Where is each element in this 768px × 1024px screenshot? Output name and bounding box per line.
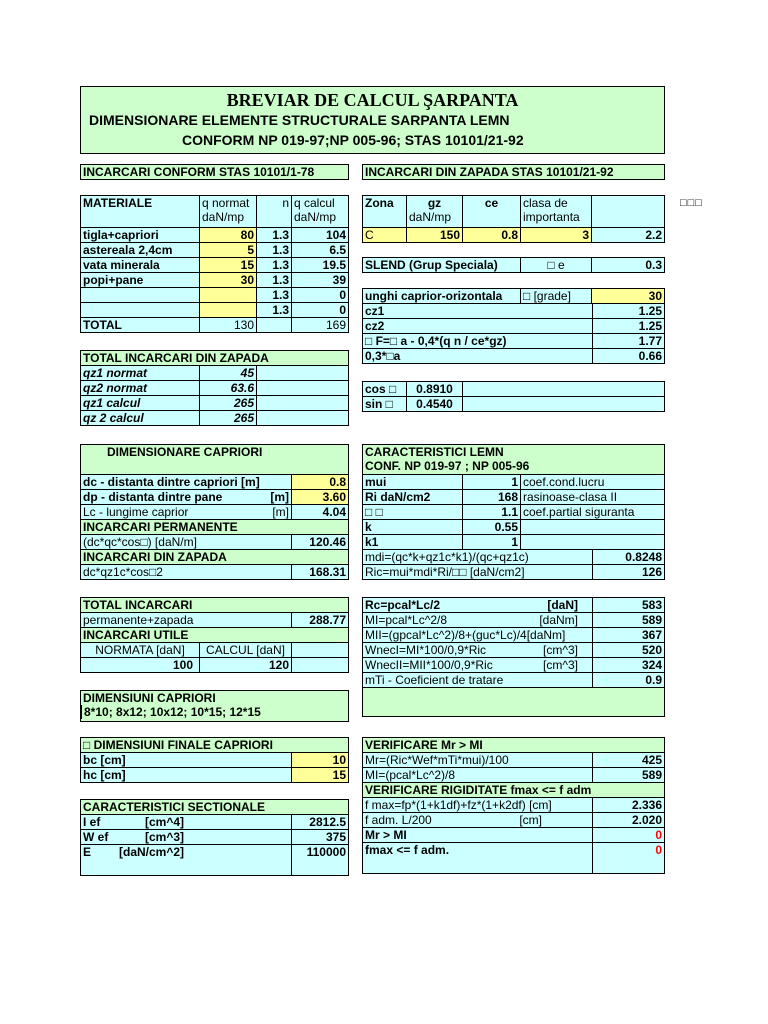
cell-value: Rc=pcal*Lc/2	[365, 598, 441, 612]
cell-value: 3.60	[291, 490, 348, 504]
cell-value: 265	[199, 411, 256, 425]
cell-value: □ □	[363, 505, 462, 519]
cell-value: rasinoase-clasa II	[520, 490, 664, 504]
cell-value: [m]	[272, 505, 289, 519]
cell-value: dc*qz1c*cos□2	[81, 565, 291, 579]
cell-value: 0.66	[592, 349, 664, 363]
page-title: BREVIAR DE CALCUL ŞARPANTA	[226, 90, 519, 110]
cell-value: 0,3*□a	[363, 349, 592, 363]
cell-value: [cm^3]	[543, 643, 578, 657]
table-row	[81, 257, 348, 272]
cell-value: 324	[592, 658, 664, 672]
cell-value: Zona	[363, 196, 406, 227]
cos-sin-table	[362, 381, 665, 412]
cell-value: tigla+capriori	[81, 228, 199, 242]
page-subtitle-2: CONFORM NP 019-97;NP 005-96; STAS 10101/21-92	[182, 132, 524, 148]
cell-value: WnecI=MI*100/0,9*Ric	[365, 643, 487, 657]
table-row	[81, 395, 348, 410]
cell-value: 169	[291, 318, 348, 332]
cell-value: hc [cm]	[81, 768, 291, 782]
table-row	[81, 504, 348, 519]
section-title: INCARCARI CONFORM STAS 10101/1-78	[81, 165, 348, 179]
table-row	[363, 549, 664, 564]
cell-value: daN/mp	[202, 210, 245, 224]
cell-value: MII=(gpcal*Lc^2)/8+(guc*Lc)/4[daNm]	[363, 628, 592, 642]
cell-value: 45	[199, 366, 256, 380]
dimensiuni-finale-table	[80, 737, 349, 783]
section-title: TOTAL INCARCARI	[81, 598, 348, 612]
table-row	[363, 627, 664, 642]
cell-value: 1	[462, 475, 520, 489]
report-header	[80, 86, 665, 154]
cell-value: 583	[592, 598, 664, 612]
cell-value: qz1 normat	[81, 366, 199, 380]
cell-value: □ [grade]	[520, 289, 591, 303]
table-row	[363, 827, 664, 842]
cell-value: bc [cm]	[81, 753, 291, 767]
cell-value: 2.020	[592, 813, 664, 827]
section-title: INCARCARI PERMANENTE	[81, 520, 348, 534]
table-row	[81, 564, 348, 579]
cell-value: q normat	[202, 196, 250, 210]
cell-value: 100	[81, 658, 199, 672]
incarcari-stas-title	[80, 164, 349, 180]
cell-value: astereala 2,4cm	[81, 243, 199, 257]
cell-value: Mr=(Ric*Wef*mTi*mui)/100	[363, 753, 592, 767]
table-row	[81, 410, 348, 425]
cell-value: 1.25	[592, 304, 664, 318]
table-row	[363, 812, 664, 827]
table-row	[81, 844, 348, 875]
section-title: INCARCARI DIN ZAPADA STAS 10101/21-92	[363, 165, 664, 179]
cell-value: [daN/cm^2]	[119, 845, 185, 859]
section-title: VERIFICARE RIGIDITATE fmax <= f adm	[363, 783, 664, 797]
cell-value: 0.8	[462, 228, 520, 242]
table-row	[81, 287, 348, 302]
verificare-table	[362, 737, 665, 874]
total-incarcari-table	[80, 597, 349, 673]
cell-value: popi+pane	[81, 273, 199, 287]
cell-value: NORMATA [daN]	[81, 643, 199, 657]
cell-value: MI=(pcal*Lc^2)/8	[363, 768, 592, 782]
cell-value: 104	[291, 228, 348, 242]
cell-value: mTi - Coeficient de tratare	[363, 673, 592, 687]
table-row	[363, 657, 664, 672]
cell-value: 0.8248	[592, 550, 664, 564]
cell-value: [cm^3]	[543, 658, 578, 672]
table-row	[81, 642, 348, 657]
table-row	[363, 797, 664, 812]
table-row	[363, 348, 664, 363]
cell-value: 1.3	[256, 228, 291, 242]
col-header-q-calcul	[291, 196, 348, 227]
section-title: VERIFICARE Mr > MI	[363, 738, 664, 752]
table-row	[363, 318, 664, 333]
cell-value: TOTAL	[81, 318, 199, 332]
total-zapada-table	[80, 350, 349, 426]
table-row	[363, 642, 664, 657]
cell-value: 1.25	[592, 319, 664, 333]
cell-value: (dc*qc*cos□) [daN/m]	[81, 535, 291, 549]
table-row	[363, 672, 664, 687]
table-row	[363, 612, 664, 627]
section-title: INCARCARI DIN ZAPADA	[81, 550, 348, 564]
cell-value: 1.77	[592, 334, 664, 348]
table-row	[363, 752, 664, 767]
cell-value: permanente+zapada	[81, 613, 291, 627]
table-row	[81, 489, 348, 504]
cell-value: 2.336	[592, 798, 664, 812]
cell-value: 0	[291, 303, 348, 317]
zona-table	[362, 195, 665, 243]
table-row	[363, 489, 664, 504]
cell-value: 150	[406, 228, 462, 242]
cell-value: I ef	[83, 815, 101, 829]
table-row	[81, 657, 348, 672]
cell-value: 1.3	[256, 243, 291, 257]
dimensionare-capriori-table	[80, 444, 349, 580]
cell-value: □ F=□ a - 0,4*(q n / ce*gz)	[363, 334, 592, 348]
cell-value: f max=fp*(1+k1df)+fz*(1+k2df) [cm]	[363, 798, 592, 812]
section-title: DIMENSIONARE CAPRIORI	[81, 445, 348, 474]
cell-value: 0.4540	[406, 397, 462, 411]
table-row	[81, 474, 348, 489]
cell-value: E	[83, 845, 92, 859]
cell-value: □ e	[520, 258, 591, 272]
section-title: DIMENSIUNI CAPRIORI	[83, 691, 216, 705]
table-row	[363, 396, 664, 411]
table-row	[81, 814, 348, 829]
zapada-stas-title	[362, 164, 665, 180]
cell-value: 0.8910	[406, 382, 462, 396]
cell-value: 589	[592, 768, 664, 782]
cell-value: 63.6	[199, 381, 256, 395]
cell-value: 15	[199, 258, 256, 272]
table-row	[363, 598, 664, 612]
table-row	[81, 242, 348, 257]
cell-value: 375	[291, 830, 348, 844]
caracteristici-sectionale-table	[80, 799, 349, 876]
cell-value: daN/mp	[409, 210, 452, 224]
materiale-table	[80, 195, 349, 333]
cell-value: k1	[363, 535, 462, 549]
cell-value: cz1	[363, 304, 592, 318]
cell-value: [cm]	[519, 813, 542, 827]
cell-value: 30	[591, 289, 664, 303]
cell-value: Mr > MI	[363, 828, 592, 842]
cell-value: 168.31	[291, 565, 348, 579]
cell-value: ce	[462, 196, 520, 227]
cell-value: 80	[199, 228, 256, 242]
slend-table	[362, 257, 665, 273]
table-row	[363, 767, 664, 782]
cell-value: k	[363, 520, 462, 534]
table-row	[363, 289, 664, 303]
corner-glyphs: □□□	[680, 197, 703, 209]
cell-value: [cm^4]	[145, 815, 185, 829]
cell-value: sin □	[363, 397, 406, 411]
cell-value: 30	[199, 273, 256, 287]
cell-value: CALCUL [daN]	[199, 643, 291, 657]
cell-value: 0.55	[462, 520, 520, 534]
cell-value: mui	[363, 475, 462, 489]
cell-value: vata minerala	[81, 258, 199, 272]
table-row	[81, 752, 348, 767]
cell-value: q calcul	[294, 196, 335, 210]
table-row	[363, 534, 664, 549]
cell-value: qz1 calcul	[81, 396, 199, 410]
cell-value: gz	[427, 196, 442, 210]
cell-value: f adm. L/200	[365, 813, 432, 827]
section-title: CARACTERISTICI SECTIONALE	[81, 800, 348, 814]
table-row	[81, 612, 348, 627]
col-header-materiale: MATERIALE	[81, 196, 199, 227]
cell-value: W ef	[83, 830, 109, 844]
momente-table	[362, 597, 665, 717]
table-row	[81, 829, 348, 844]
table-row	[81, 227, 348, 242]
table-row	[363, 258, 664, 272]
table-row	[363, 227, 664, 242]
unghi-table	[362, 288, 665, 364]
cell-value: 0	[592, 843, 664, 873]
cell-value: MI=pcal*Lc^2/8	[365, 613, 448, 627]
table-row	[81, 767, 348, 782]
table-row	[363, 333, 664, 348]
cell-value: 1.3	[256, 303, 291, 317]
cell-value: clasa de	[523, 196, 568, 210]
table-row	[81, 272, 348, 287]
table-row	[81, 534, 348, 549]
cell-value: coef.cond.lucru	[520, 475, 664, 489]
cell-value: unghi caprior-orizontala	[363, 289, 520, 303]
cell-value: cz2	[363, 319, 592, 333]
cell-value: 0	[291, 288, 348, 302]
cell-value: 168	[462, 490, 520, 504]
cell-value: mdi=(qc*k+qz1c*k1)/(qc+qz1c)	[363, 550, 592, 564]
cell-value: Ri daN/cm2	[363, 490, 462, 504]
cell-value: [m]	[270, 490, 289, 504]
cell-value: 288.77	[291, 613, 348, 627]
cell-value: qz2 normat	[81, 381, 199, 395]
cell-value: CONF. NP 019-97 ; NP 005-96	[365, 459, 530, 473]
table-row	[363, 303, 664, 318]
dimensiuni-values: 8*10; 8x12; 10x12; 10*15; 12*15	[81, 705, 348, 719]
cell-value: 0.3	[591, 258, 664, 272]
cell-value: 1.1	[462, 505, 520, 519]
cell-value: 39	[291, 273, 348, 287]
cell-value: 120.46	[291, 535, 348, 549]
cell-value: C	[363, 228, 406, 242]
table-row	[363, 564, 664, 579]
cell-value: dc - distanta dintre capriori [m]	[81, 475, 291, 489]
page-subtitle-1: DIMENSIONARE ELEMENTE STRUCTURALE SARPANTA LEMN	[89, 112, 510, 128]
cell-value: daN/mp	[294, 210, 337, 224]
section-title: □ DIMENSIUNI FINALE CAPRIORI	[81, 738, 348, 752]
cell-value: 6.5	[291, 243, 348, 257]
section-title	[363, 445, 664, 474]
caracteristici-lemn-table	[362, 444, 665, 580]
cell-value: 1.3	[256, 258, 291, 272]
table-row	[363, 382, 664, 396]
table-row	[363, 504, 664, 519]
cell-value: 15	[291, 768, 348, 782]
cell-value: 4.04	[291, 505, 348, 519]
cell-value: 126	[592, 565, 664, 579]
cell-value: 5	[199, 243, 256, 257]
cell-value: 19.5	[291, 258, 348, 272]
cell-value: 1.3	[256, 273, 291, 287]
cell-value: [daNm]	[539, 613, 578, 627]
cell-value: cos □	[363, 382, 406, 396]
cell-value: importanta	[523, 210, 580, 224]
dimensiuni-capriori-box	[80, 690, 349, 722]
cell-value: fmax <= f adm.	[363, 843, 592, 873]
cell-value: qz 2 calcul	[81, 411, 199, 425]
cell-value: 589	[592, 613, 664, 627]
total-row	[81, 317, 348, 332]
cell-value: 425	[592, 753, 664, 767]
table-row	[81, 365, 348, 380]
cell-value: coef.partial siguranta	[520, 505, 664, 519]
cell-value: 2812.5	[291, 815, 348, 829]
cell-value: 120	[199, 658, 291, 672]
cell-value: 265	[199, 396, 256, 410]
cell-value: 1.3	[256, 288, 291, 302]
table-row	[81, 302, 348, 317]
cell-value: 367	[592, 628, 664, 642]
cell-value: Lc - lungime caprior	[83, 505, 189, 519]
table-row	[363, 519, 664, 534]
section-title: TOTAL INCARCARI DIN ZAPADA	[81, 351, 348, 365]
table-row	[363, 474, 664, 489]
cell-value: 520	[592, 643, 664, 657]
cell-value: 130	[199, 318, 256, 332]
cell-value: CARACTERISTICI LEMN	[365, 445, 504, 459]
cell-value: SLEND (Grup Speciala)	[363, 258, 520, 272]
col-header-n: n	[256, 196, 291, 227]
cell-value: Ric=mui*mdi*Ri/□□ [daN/cm2]	[363, 565, 592, 579]
cell-value: WnecII=MII*100/0,9*Ric	[365, 658, 493, 672]
section-title: INCARCARI UTILE	[81, 628, 348, 642]
cell-value: [daN]	[547, 598, 578, 612]
cell-value: 1	[462, 535, 520, 549]
cell-value: 2.2	[591, 228, 664, 242]
table-row	[81, 380, 348, 395]
cell-value: 10	[291, 753, 348, 767]
col-header-q-normat	[199, 196, 256, 227]
cell-value: 0.8	[291, 475, 348, 489]
cell-value: 3	[520, 228, 591, 242]
table-row	[363, 842, 664, 873]
cell-value: 110000	[291, 845, 348, 875]
cell-value: 0.9	[592, 673, 664, 687]
cell-value: [cm^3]	[145, 830, 185, 844]
cell-value: 0	[592, 828, 664, 842]
cell-value: dp - distanta dintre pane	[83, 490, 223, 504]
